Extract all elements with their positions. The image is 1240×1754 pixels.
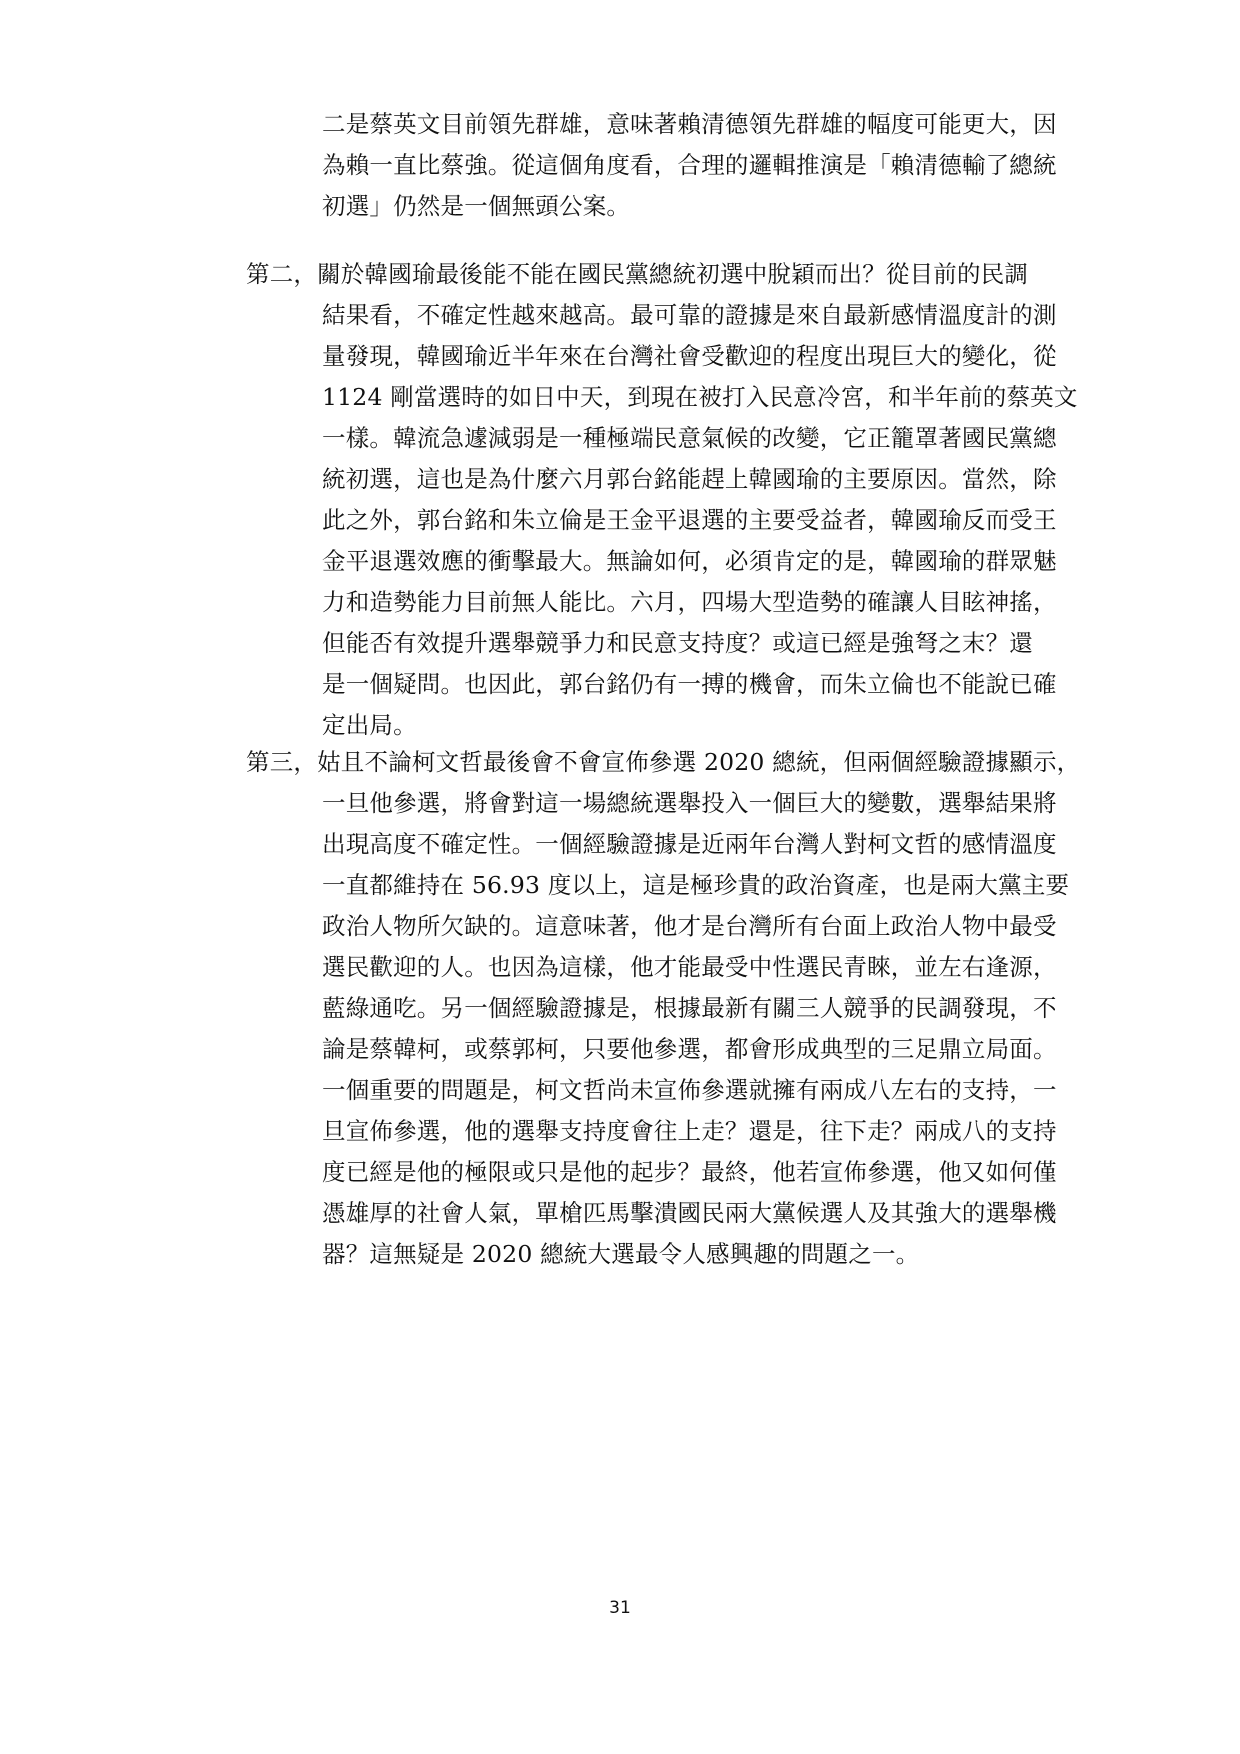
paragraph-line: 度已經是他的極限或只是他的起步？最終，他若宣佈參選，他又如何僅: [322, 1158, 1057, 1186]
paragraph-third-point: [246, 742, 1080, 1275]
paragraph-line: 一直都維持在 56.93 度以上，這是極珍貴的政治資產，也是兩大黨主要: [322, 871, 1070, 899]
paragraph-line: 一旦他參選，將會對這一場總統選舉投入一個巨大的變數，選舉結果將: [322, 789, 1057, 817]
paragraph-line: 但能否有效提升選舉競爭力和民意支持度？或這已經是強弩之末？還: [322, 629, 1033, 657]
paragraph-line: 定出局。: [322, 711, 417, 739]
paragraph-line: 力和造勢能力目前無人能比。六月，四場大型造勢的確讓人目眩神搖，: [322, 588, 1057, 616]
paragraph-line: 一個重要的問題是，柯文哲尚未宣佈參選就擁有兩成八左右的支持，一: [322, 1076, 1057, 1104]
paragraph-continuation: [322, 104, 1057, 227]
paragraph-line: 統初選，這也是為什麼六月郭台銘能趕上韓國瑜的主要原因。當然，除: [322, 465, 1057, 493]
paragraph-line: 選民歡迎的人。也因為這樣，他才能最受中性選民青睞，並左右逢源，: [322, 953, 1057, 981]
paragraph-second-point: [246, 254, 1078, 746]
paragraph-line: 藍綠通吃。另一個經驗證據是，根據最新有關三人競爭的民調發現，不: [322, 994, 1057, 1022]
paragraph-line: 是一個疑問。也因此，郭台銘仍有一搏的機會，而朱立倫也不能說已確: [322, 670, 1057, 698]
paragraph-line: 論是蔡韓柯，或蔡郭柯，只要他參選，都會形成典型的三足鼎立局面。: [322, 1035, 1057, 1063]
paragraph-line: 二是蔡英文目前領先群雄，意味著賴清德領先群雄的幅度可能更大，因: [322, 110, 1057, 138]
paragraph-line: 量發現，韓國瑜近半年來在台灣社會受歡迎的程度出現巨大的變化，從: [322, 342, 1057, 370]
page-number: 31: [609, 1598, 631, 1618]
paragraph-line: 為賴一直比蔡強。從這個角度看，合理的邏輯推演是「賴清德輸了總統: [322, 151, 1057, 179]
paragraph-line: 一樣。韓流急遽減弱是一種極端民意氣候的改變，它正籠罩著國民黨總: [322, 424, 1057, 452]
paragraph-line: 第三，姑且不論柯文哲最後會不會宣佈參選 2020 總統，但兩個經驗證據顯示，: [246, 748, 1081, 776]
paragraph-line: 政治人物所欠缺的。這意味著，他才是台灣所有台面上政治人物中最受: [322, 912, 1057, 940]
paragraph-line: 1124 剛當選時的如日中天，到現在被打入民意冷宮，和半年前的蔡英文: [322, 383, 1078, 411]
paragraph-line: 旦宣佈參選，他的選舉支持度會往上走？還是，往下走？兩成八的支持: [322, 1117, 1057, 1145]
paragraph-line: 第二，關於韓國瑜最後能不能在國民黨總統初選中脫穎而出？從目前的民調: [246, 260, 1029, 288]
paragraph-line: 器？這無疑是 2020 總統大選最令人感興趣的問題之一。: [322, 1240, 920, 1268]
paragraph-line: 金平退選效應的衝擊最大。無論如何，必須肯定的是，韓國瑜的群眾魅: [322, 547, 1057, 575]
paragraph-line: 此之外，郭台銘和朱立倫是王金平退選的主要受益者，韓國瑜反而受王: [322, 506, 1057, 534]
paragraph-line: 初選」仍然是一個無頭公案。: [322, 192, 631, 220]
paragraph-line: 出現高度不確定性。一個經驗證據是近兩年台灣人對柯文哲的感情溫度: [322, 830, 1057, 858]
paragraph-line: 憑雄厚的社會人氣，單槍匹馬擊潰國民兩大黨候選人及其強大的選舉機: [322, 1199, 1057, 1227]
paragraph-line: 結果看，不確定性越來越高。最可靠的證據是來自最新感情溫度計的測: [322, 301, 1057, 329]
